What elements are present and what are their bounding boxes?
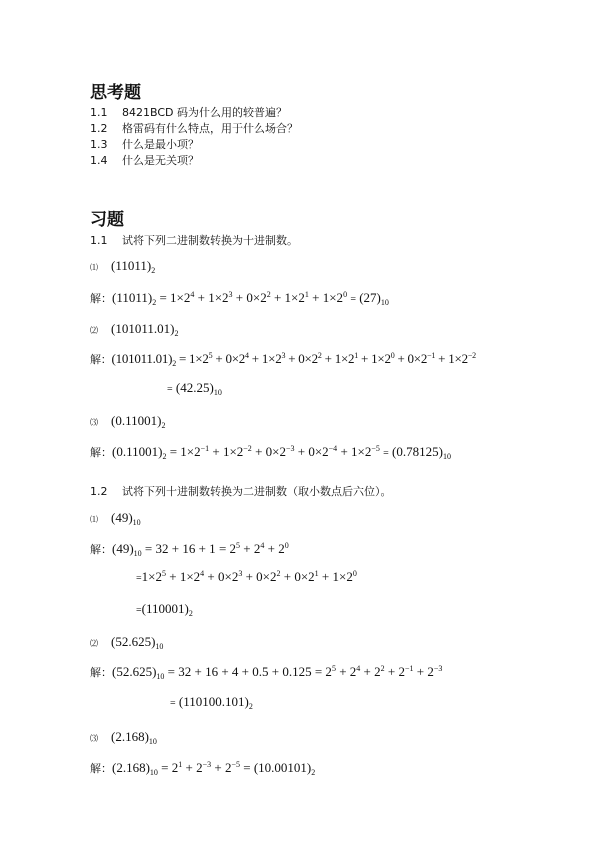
solution-line: $=(110001)_2$ (136, 601, 193, 618)
item-value: (49) (111, 510, 133, 525)
result: (0.78125) (392, 444, 443, 459)
expr-base: 10 (156, 672, 165, 681)
result: (110001) (141, 601, 189, 616)
result: (10.00101) (253, 760, 312, 775)
solution-line: 解：$(101011.01)_2 = 1\times 2^5 + 0\times 2^4 + 1\times 2^3 + 0\times 2^2 + 1\times 2^1 + 1\times 2^0 + 0\times 2^{-1} + 1\times 2^{-2}$ (90, 351, 476, 368)
expr-value: (2.168) (112, 760, 150, 775)
item-base: 10 (155, 642, 164, 651)
answer-prefix: 解： (90, 666, 112, 679)
item-value: (0.11001) (111, 413, 162, 428)
question-number: 1.3 (90, 138, 108, 151)
expr-base: 10 (133, 549, 142, 558)
expr-value: (52.625) (112, 664, 157, 679)
item-label: ⑶ (90, 734, 98, 743)
expr-value: (49) (112, 541, 134, 556)
item-base: 2 (161, 421, 166, 430)
item-base: 2 (151, 266, 156, 275)
solution-line: 解：$(52.625)_{10} = 32 + 16 + 4 + 0.5 + 0.125 = 2^5 + 2^4 + 2^2 + 2^{-1} + 2^{-3}$ (90, 664, 443, 681)
expr-value: (0.11001) (112, 444, 163, 459)
item-label: ⑴ (90, 515, 98, 524)
question-item (90, 122, 298, 136)
exercise-item (90, 413, 165, 430)
section-title-exercises: 习题 (90, 210, 124, 230)
expr-base: 10 (149, 768, 158, 777)
exercise-text: 试将下列十进制数转换为二进制数（取小数点后六位）。 (122, 485, 392, 498)
decomposition: 32 + 16 + 1 (155, 541, 216, 556)
result-base: 2 (311, 768, 316, 777)
answer-prefix: 解： (90, 762, 112, 775)
result-base: 2 (248, 702, 253, 711)
section-title-thinking: 思考题 (90, 83, 141, 103)
solution-line: = $(42.25)_{10}$ (167, 380, 222, 397)
item-label: ⑶ (90, 418, 98, 427)
question-item (90, 154, 199, 168)
answer-prefix: 解： (90, 446, 112, 459)
result-base: 10 (442, 452, 451, 461)
expr-base: 2 (162, 452, 167, 461)
exercise-text: 试将下列二进制数转换为十进制数。 (122, 234, 298, 247)
solution-line: = $(110100.101)_2$ (170, 694, 253, 711)
solution-line: 解：$(49)_{10} = 32 + 16 + 1 = 2^5 + 2^4 + 2^0$ (90, 541, 289, 558)
question-item (90, 106, 287, 120)
question-text: 什么是无关项？ (122, 154, 199, 167)
item-label: ⑵ (90, 639, 98, 648)
item-label: ⑴ (90, 263, 98, 272)
result: (42.25) (175, 380, 214, 395)
result-base: 10 (213, 388, 222, 397)
item-value: (52.625) (111, 634, 156, 649)
exercise-heading (90, 485, 392, 499)
exercise-number: 1.2 (90, 485, 108, 498)
item-base: 10 (132, 518, 141, 527)
item-label: ⑵ (90, 326, 98, 335)
answer-prefix: 解： (90, 292, 112, 305)
item-value: (11011) (111, 258, 152, 273)
question-text: 8421BCD 码为什么用的较普遍？ (122, 106, 287, 119)
expr-value: (101011.01) (111, 351, 173, 366)
exercise-item (90, 510, 141, 527)
expr-base: 2 (152, 298, 157, 307)
result-base: 2 (188, 609, 193, 618)
answer-prefix: 解： (90, 353, 112, 366)
question-number: 1.4 (90, 154, 108, 167)
exercise-item (90, 729, 157, 746)
question-text: 格雷码有什么特点，用于什么场合？ (122, 122, 298, 135)
exercise-item (90, 321, 178, 338)
item-base: 2 (174, 329, 179, 338)
solution-line: 解：$(11011)_2 = 1\times 2^4 + 1\times 2^3 + 0\times 2^2 + 1\times 2^1 + 1\times 2^0 = (27)_{10}$ (90, 290, 389, 307)
item-base: 10 (148, 737, 157, 746)
item-value: (2.168) (111, 729, 149, 744)
result: (27) (359, 290, 381, 305)
exercise-heading (90, 234, 298, 248)
exercise-number: 1.1 (90, 234, 108, 247)
expr-base: 2 (172, 359, 176, 368)
question-text: 什么是最小项？ (122, 138, 199, 151)
answer-prefix: 解： (90, 543, 112, 556)
solution-line: $=1\times 2^5 + 1\times 2^4 + 0\times 2^3 + 0\times 2^2 + 0\times 2^1 + 1\times 2^0$ (136, 569, 357, 584)
question-item (90, 138, 199, 152)
exercise-item (90, 258, 155, 275)
question-number: 1.1 (90, 106, 108, 119)
item-value: (101011.01) (111, 321, 175, 336)
solution-line: 解：$(2.168)_{10} = 2^1 + 2^{-3} + 2^{-5} = (10.00101)_2$ (90, 760, 316, 777)
result: (110100.101) (178, 694, 249, 709)
result-base: 10 (380, 298, 389, 307)
expr-value: (11011) (112, 290, 153, 305)
solution-line: 解：$(0.11001)_2 = 1\times 2^{-1} + 1\times 2^{-2} + 0\times 2^{-3} + 0\times 2^{-4} + 1\times 2^{-5} = (0.78125)_{10}$ (90, 444, 451, 461)
question-number: 1.2 (90, 122, 108, 135)
exercise-item (90, 634, 163, 651)
decomposition: 32 + 16 + 4 + 0.5 + 0.125 (178, 664, 312, 679)
